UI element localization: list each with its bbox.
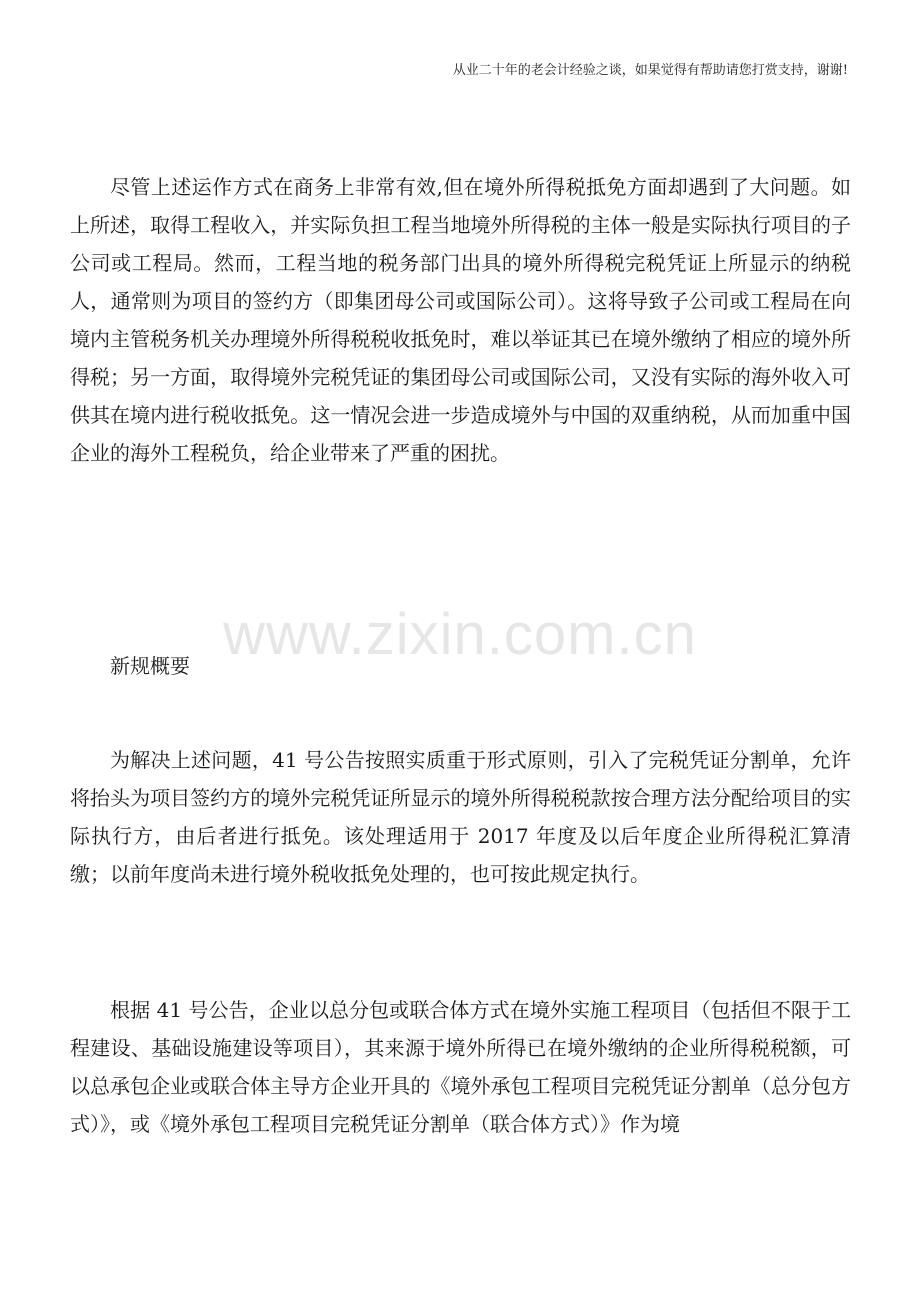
watermark: www.zixin.com.cn [223, 602, 697, 667]
section-heading-new-rules: 新规概要 [110, 654, 190, 678]
paragraph-tax-credit-problem: 尽管上述运作方式在商务上非常有效,但在境外所得税抵免方面却遇到了大问题。如上所述，取得工程收入，并实际负担工程当地境外所得税的主体一般是实际执行项目的子公司或工程局。然而，工程当地的税务部门出具的境外所得税完税凭证上所显示的纳税人，通常则为项目的签约方（即集团母公司或国际公司）。这将导致子公司或工程局在向境内主管税务机关办理境外所得税税收抵免时，难以举证其已在境外缴纳了相应的境外所得税；另一方面，取得境外完税凭证的集团母公司或国际公司，又没有实际的海外收入可供其在境内进行税收抵免。这一情况会进一步造成境外与中国的双重纳税，从而加重中国企业的海外工程税负，给企业带来了严重的困扰。 [70, 175, 851, 465]
header-note: 从业二十年的老会计经验之谈，如果觉得有帮助请您打赏支持，谢谢! [452, 63, 848, 78]
paragraph-announcement-41-details: 根据 41 号公告，企业以总分包或联合体方式在境外实施工程项目（包括但不限于工程建设、基础设施建设等项目），其来源于境外所得已在境外缴纳的企业所得税税额，可以总承包企业或联合体主导方企业开具的《境外承包工程项目完税凭证分割单（总分包方式）》，或《境外承包工程项目完税凭证分割单（联合体方式）》作为境 [70, 998, 851, 1136]
paragraph-announcement-41-solution: 为解决上述问题，41 号公告按照实质重于形式原则，引入了完税凭证分割单，允许将抬头为项目签约方的境外完税凭证所显示的境外所得税税款按合理方法分配给项目的实际执行方，由后者进行抵免。该处理适用于 2017 年度及以后年度企业所得税汇算清缴；以前年度尚未进行境外税收抵免处理的，也可按此规定执行。 [70, 748, 851, 886]
